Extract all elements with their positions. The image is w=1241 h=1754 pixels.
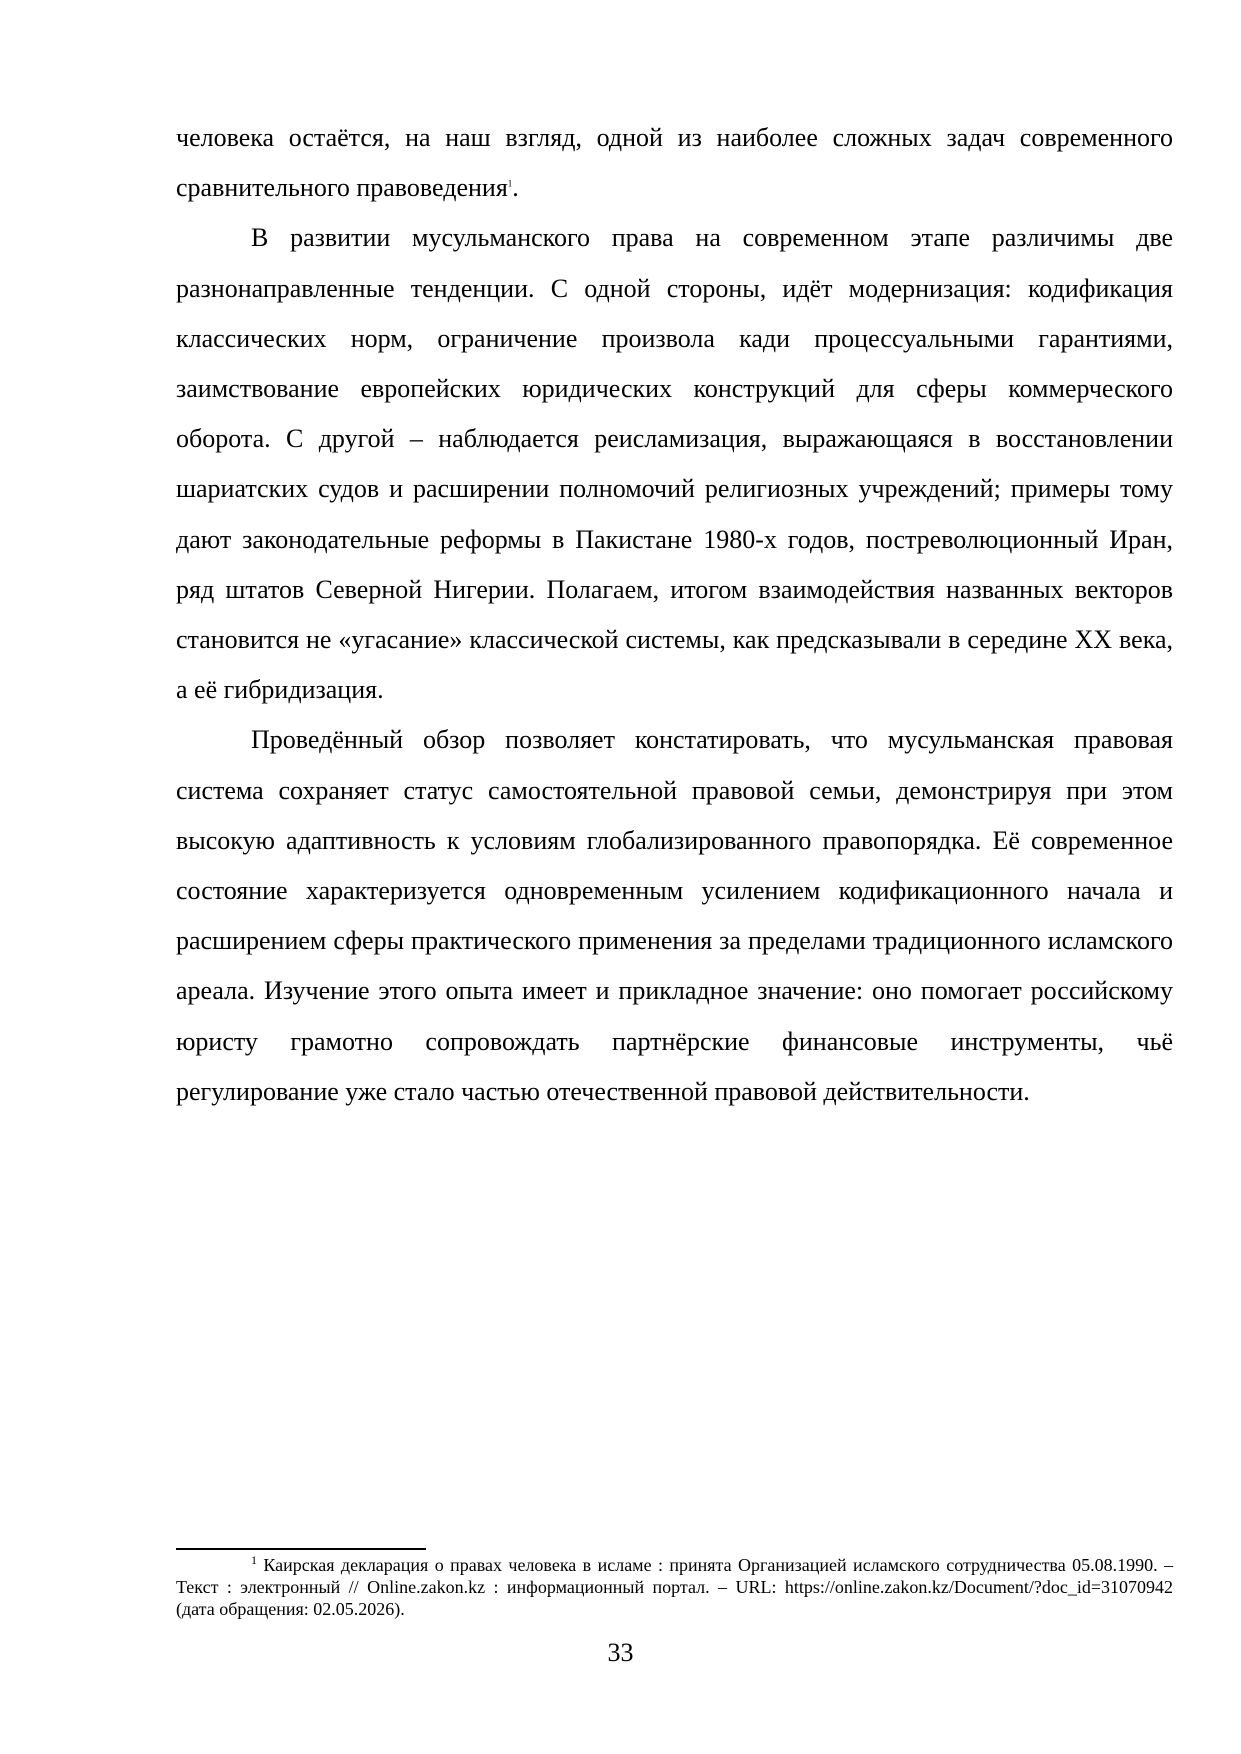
body-text <box>176 113 1173 1117</box>
footnote-separator <box>176 1548 426 1550</box>
footnote-marker: 1 <box>251 1553 257 1567</box>
paragraph-text: человека остаётся, на наш взгляд, одной из наиболее сложных задач современного сравнительного правоведения <box>176 123 1173 203</box>
paragraph-conclusion: Проведённый обзор позволяет констатировать, что мусульманская правовая система сохраняет статус самостоятельной правовой семьи, демонстрируя при этом высокую адаптивность к условиям глобализированного правопорядка. Её современное состояние характеризуется одновременным усилением кодификационного начала и расширением сферы практического применения за пределами традиционного исламского ареала. Изучение этого опыта имеет и прикладное значение: оно помогает российскому юристу грамотно сопровождать партнёрские финансовые инструменты, чьё регулирование уже стало частью отечественной правовой действительности. <box>176 725 1173 1106</box>
footnote-reference[interactable]: 1 <box>507 178 513 189</box>
page-number: 33 <box>607 1638 634 1667</box>
paragraph-tail: . <box>512 173 519 203</box>
footnote <box>176 1554 1173 1620</box>
paragraph-trends: В развитии мусульманского права на современном этапе различимы две разнонаправленные тенденции. С одной стороны, идёт модернизация: кодификация классических норм, ограничение произвола кади процессуальными гарантиями, заимствование европейских юридических конструкций для сферы коммерческого оборота. С другой – наблюдается реисламизация, выражающаяся в восстановлении шариатских судов и расширении полномочий религиозных учреждений; примеры тому дают законодательные реформы в Пакистане 1980-х годов, постреволюционный Иран, ряд штатов Северной Нигерии. Полагаем, итогом взаимодействия названных векторов становится не «угасание» классической системы, как предсказывали в середине XX века, а её гибридизация. <box>176 223 1173 705</box>
paragraph-continued <box>176 113 1173 213</box>
footnote-text: Каирская декларация о правах человека в исламе : принята Организацией исламского сотрудничества 05.08.1990. – Текст : электронный // Online.zakon.kz : информационный портал. – URL: https://online.zakon.kz/Document/?doc_id=31070942 (дата обращения: 02.05.2026). <box>176 1555 1173 1619</box>
